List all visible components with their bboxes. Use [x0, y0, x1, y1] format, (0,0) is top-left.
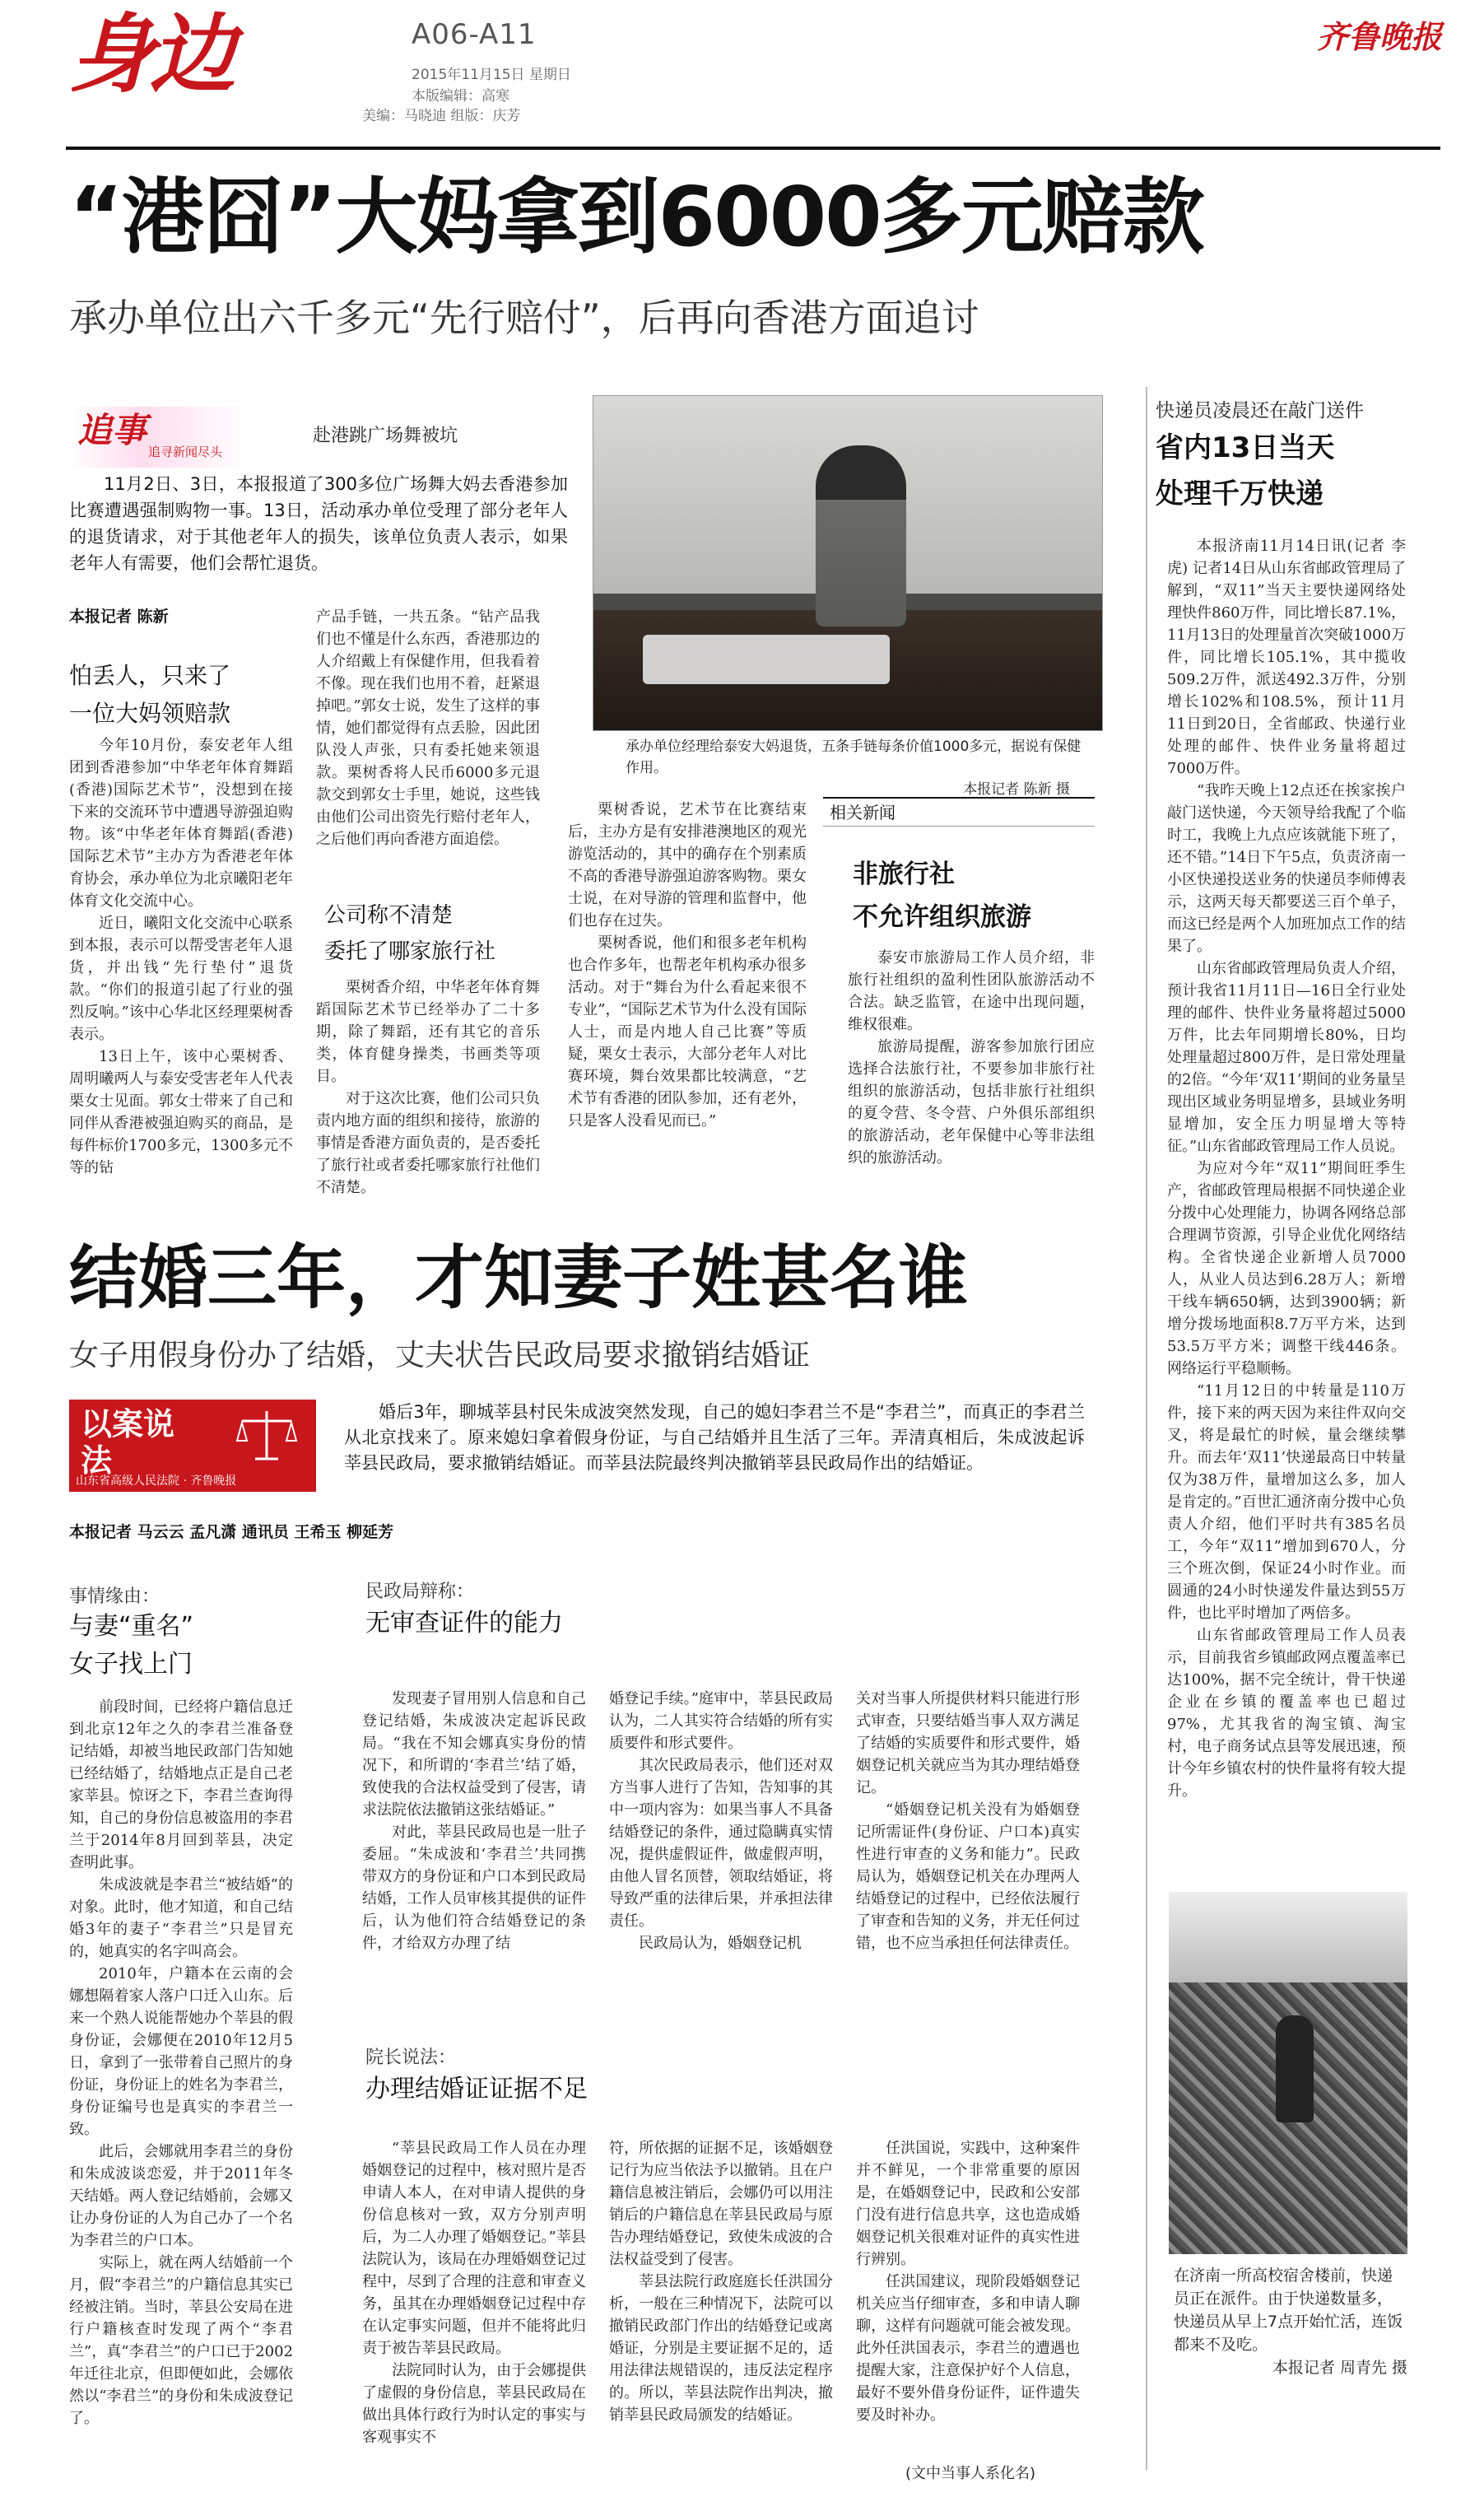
- paragraph: 栗树香说，他们和很多老年机构也合作多年，也帮老年机构承办很多活动。对于“舞台为什么看起来很不专业”，“国际艺术节为什么没有国际人士，而是内地人自己比赛”等质疑，栗女士表示，大部分老年人对比赛环境，舞台效果都比较满意，“艺术节有香港的团队参加，还有老外，只是客人没看见而已。”: [568, 934, 807, 1130]
- story1-col3: [568, 799, 807, 1132]
- paragraph: 莘县法院行政庭庭长任洪国分析，一般在三种情况下，法院可以撤销民政部门作出的结婚登记或离婚证，分别是主要证据不足的，适用法律法规错误的，违反法定程序的。所以，莘县法院作出判决，撤销莘县民政局颁发的结婚证。: [609, 2273, 833, 2424]
- sidebar-body: [1167, 535, 1406, 1802]
- story2-col2: [362, 1688, 586, 1954]
- paragraph: 产品手链，一共五条。“钻产品我们也不懂是什么东西，香港那边的人介绍戴上有保健作用，但我看着不像。现在我们也用不着，赶紧退掉吧。”郭女士说，发生了这样的事情，她们都觉得有点丢脸，因此团队没人声张，只有委托她来领退款。栗树香将人民币6000多元退款交到郭女士手里，她说，这些钱由他们公司出资先行赔付老年人，之后他们再向香港方面追偿。: [316, 608, 540, 848]
- story2-subhead: 女子用假身份办了结婚，丈夫状告民政局要求撤销结婚证: [69, 1339, 811, 1372]
- story1-sub2: [324, 897, 495, 970]
- paragraph: 发现妻子冒用别人信息和自己登记结婚，朱成波决定起诉民政局。“我在不知会娜真实身份的情况下，和所谓的‘李君兰’结了婚，致使我的合法权益受到了侵害，请求法院依法撤销这张结婚证。”: [362, 1690, 586, 1819]
- sub1-line1: 与妻“重名”: [69, 1612, 194, 1641]
- paragraph: 任洪国建议，现阶段婚姻登记机关应当仔细审查，多和申请人聊聊，这样有问题就可能会被发现。此外任洪国表示，李君兰的遭遇也提醒大家，注意保护好个人信息，最好不要外借身份证件，证件遗失要及时补办。: [856, 2273, 1080, 2424]
- caption-text: 承办单位经理给泰安大妈退货，五条手链每条价值1000多元，据说有保健作用。: [626, 738, 1082, 776]
- sub1-line2: 女子找上门: [69, 1650, 193, 1679]
- story2-col2c: [362, 2137, 586, 2448]
- paragraph: 朱成波就是李君兰“被结婚”的对象。此时，他才知道，和自己结婚3年的妻子“李君兰”只是冒充的，她真实的名字叫高会。: [69, 1876, 293, 1960]
- sub3-title: 办理结婚证证据不足: [365, 2075, 588, 2103]
- paragraph: 此后，会娜就用李君兰的身份和朱成波谈恋爱，并于2011年冬天结婚。两人登记结婚前，会娜又让办身份证的人为自己办了一个名为李君兰的户口本。: [69, 2143, 293, 2249]
- related-headline-line2: 不允许组织旅游: [853, 902, 1031, 932]
- paragraph: 今年10月份，泰安老年人组团到香港参加“中华老年体育舞蹈(香港)国际艺术节”，没想到在接下来的交流环节中遭遇导游强迫购物。该“中华老年体育舞蹈(香港)国际艺术节”主办方为香港老年体育协会，承办单位为北京曦阳老年体育文化交流中心。: [69, 737, 293, 910]
- story2-col3: [609, 1688, 833, 1954]
- sub3-kicker: 院长说法：: [365, 2047, 457, 2068]
- paragraph: 泰安市旅游局工作人员介绍，非旅行社组织的盈利性团队旅游活动不合法。缺乏监管，在途中出现问题，维权很难。: [848, 949, 1095, 1033]
- page-design: 美编：马晓迪 组版：庆芳: [362, 108, 521, 124]
- story2-headline: 结婚三年，才知妻子姓甚名谁: [69, 1237, 969, 1318]
- story2-col1: [69, 1696, 293, 2429]
- related-body: [848, 947, 1095, 1169]
- yian-shuofa-sub: 山东省高级人民法院 · 齐鲁晚报: [76, 1474, 237, 1488]
- sub2-kicker: 民政局辩称：: [365, 1582, 475, 1602]
- source-note: (文中当事人系化名): [905, 2465, 1036, 2482]
- story2-sub3: [365, 2043, 588, 2110]
- sidebar-headline: [1156, 425, 1334, 517]
- paragraph: 婚登记手续。”庭审中，莘县民政局认为，二人其实符合结婚的所有实质要件和形式要件。: [609, 1690, 833, 1752]
- photo-courier: [1276, 2015, 1314, 2122]
- paragraph: “11月12日的中转量是110万件，接下来的两天因为来往件双向交叉，将是最忙的时候，量会继续攀升。而去年‘双11’快递最高日中转量仅为38万件，量增加这么多，加人是肯定的。”百世汇通济南分拨中心负责人介绍，他们平时共有385名员工，今年“双11”增加到670人，分三个班次倒，保证24小时作业。而圆通的24小时快递发件量达到55万件，也比平时增加了两倍多。: [1167, 1382, 1406, 1622]
- related-headline-line1: 非旅行社: [853, 860, 955, 889]
- story1-byline: 本报记者 陈新: [69, 608, 169, 626]
- story2-lead: 婚后3年，聊城莘县村民朱成波突然发现，自己的媳妇李君兰不是“李君兰”，而真正的李君兰从北京找来了。原来媳妇拿着假身份证，与自己结婚并且生活了三年。弄清真相后，朱成波起诉莘县民政局，要求撤销结婚证。而莘县法院最终判决撤销莘县民政局作出的结婚证。: [344, 1402, 1085, 1473]
- sidebar-photo-caption: [1174, 2264, 1407, 2379]
- paragraph: 实际上，就在两人结婚前一个月，假“李君兰”的户籍信息其实已经被注销。当时，莘县公安局在进行户籍核查时发现了两个“李君兰”，真“李君兰”的户口已于2002年迁往北京，但即便如此，会娜依然以“李君兰”的身份和朱成波登记了。: [69, 2254, 293, 2427]
- story1-headline: “港囧”大妈拿到6000多元赔款: [69, 169, 1203, 265]
- paragraph: 对于这次比赛，他们公司只负责内地方面的组织和接待，旅游的事情是香港方面负责的，是否委托了旅行社或者委托哪家旅行社他们不清楚。: [316, 1090, 540, 1196]
- paragraph: 栗树香说，艺术节在比赛结束后，主办方是有安排港澳地区的观光游览活动的，其中的确存在个别素质不高的香港导游强迫游客购物。栗女士说，在对导游的管理和监督中，他们也存在过失。: [568, 801, 807, 929]
- paragraph: 山东省邮政管理局工作人员表示，目前我省乡镇邮政网点覆盖率已达100%，据不完全统计，骨干快递企业在乡镇的覆盖率也已超过97%，尤其我省的淘宝镇、淘宝村，电子商务试点县等发展迅速，预计今年乡镇农村的快件量将有较大提升。: [1167, 1627, 1406, 1800]
- sidebar-kicker: 快递员凌晨还在敲门送件: [1156, 400, 1364, 422]
- story1-lead: 11月2日、3日，本报报道了300多位广场舞大妈去香港参加比赛遭遇强制购物一事。13日，活动承办单位受理了部分老年人的退货请求，对于其他老年人的损失，该单位负责人表示，如果老年人有需要，他们会帮忙退货。: [69, 474, 568, 573]
- story1-col1: [69, 734, 293, 1179]
- paragraph: 本报济南11月14日讯(记者 李虎) 记者14日从山东省邮政管理局了解到，“双11”当天主要快递网络处理快件860万件，同比增长87.1%，11月13日的处理量首次突破1000万件，同比增长105.1%，其中揽收509.2万件，派送492.3万件，分别增长102%和108.5%，预计11月11日到20日，全省邮政、快递行业处理的邮件、快件业务量将超过7000万件。: [1167, 538, 1406, 777]
- page-editor: 本版编辑：高寒: [412, 88, 509, 105]
- story1-subhead: 承办单位出六千多元“先行赔付”，后再向香港方面追讨: [69, 296, 979, 340]
- sidebar-photo: [1169, 1892, 1407, 2254]
- caption-credit: 本报记者 周青先 摄: [1272, 2359, 1407, 2377]
- sidebar-divider: [1146, 387, 1147, 2470]
- section-title: 身边: [69, 4, 231, 105]
- story1-sub1-line1: 怕丢人，只来了: [69, 662, 231, 689]
- story1-col2: [316, 606, 540, 850]
- paragraph: 关对当事人所提供材料只能进行形式审查，只要结婚当事人双方满足了结婚的实质要件和形式要件，婚姻登记机关就应当为其办理结婚登记。: [856, 1690, 1080, 1796]
- paragraph: 旅游局提醒，游客参加旅行团应选择合法旅行社，不要参加非旅行社组织的旅游活动，包括非旅行社组织的夏令营、冬令营、户外俱乐部组织的旅游活动，老年保健中心等非法组织的旅游活动。: [848, 1038, 1095, 1167]
- story2-col3c: [609, 2137, 833, 2426]
- paragraph: 为应对今年“双11”期间旺季生产，省邮政管理局根据不同快递企业分拨中心处理能力，协调各网络总部合理调节资源，引导企业优化网络结构。全省快递企业新增人员7000人，从业人员达到6.28万人；新增干线车辆650辆，达到3900辆；新增分拨场地面积8.7万平方米，达到53.5万平方米；调整干线446条。网络运行平稳顺畅。: [1167, 1160, 1406, 1377]
- story1-photo-caption: [626, 736, 1095, 800]
- caption-credit: 本报记者 陈新 摄: [963, 781, 1070, 798]
- paragraph: 2010年，户籍本在云南的会娜想隔着家人落户口迁入山东。后来一个熟人说能帮她办个莘县的假身份证，会娜便在2010年12月5日，拿到了一张带着自己照片的身份证，身份证上的姓名为李君兰，身份证编号也是真实的李君兰一致。: [69, 1965, 293, 2138]
- related-headline: [853, 853, 1031, 939]
- paragraph: 前段时间，已经将户籍信息迁到北京12年之久的李君兰准备登记结婚，却被当地民政部门告知她已经结婚了，结婚地点正是自己老家莘县。惊讶之下，李君兰查询得知，自己的身份信息被盗用的李君兰于2014年8月回到莘县，决定查明此事。: [69, 1698, 293, 1871]
- zhuishi-logo-text: 追事: [77, 410, 147, 450]
- paragraph: “婚姻登记机关没有为婚姻登记所需证件(身份证、户口本)真实性进行审查的义务和能力”。民政局认为，婚姻登记机关在办理两人结婚登记的过程中，已经依法履行了审查和告知的义务，并无任何过错，也不应当承担任何法律责任。: [856, 1801, 1080, 1952]
- story2-col4: [856, 1688, 1080, 1954]
- paragraph: 民政局认为，婚姻登记机: [639, 1935, 802, 1952]
- paragraph: 法院同时认为，由于会娜提供了虚假的身份信息，莘县民政局在做出具体行政行为时认定的事实与客观事实不: [362, 2362, 586, 2446]
- paragraph: 符，所依据的证据不足，该婚姻登记行为应当依法予以撤销。且在户籍信息被注销后，会娜仍可以用注销后的户籍信息在莘县民政局与原告办理结婚登记，致使朱成波的合法权益受到了侵害。: [609, 2140, 833, 2268]
- issue-date: 2015年11月15日 星期日: [412, 67, 571, 83]
- zhuishi-logo: [69, 407, 250, 468]
- column-caption: 赴港跳广场舞被坑: [313, 426, 458, 446]
- paragraph: 任洪国说，实践中，这种案件并不鲜见，一个非常重要的原因是，在婚姻登记中，民政和公安部门没有进行信息共享，这也造成婚姻登记机关很难对证件的真实性进行辨别。: [856, 2140, 1080, 2268]
- caption-text: 在济南一所高校宿舍楼前，快递员正在派件。由于快递数量多，快递员从早上7点开始忙活，连饭都来不及吃。: [1174, 2266, 1403, 2354]
- scales-icon: [234, 1408, 300, 1465]
- paragraph: 栗树香介绍，中华老年体育舞蹈国际艺术节已经举办了二十多期，除了舞蹈，还有其它的音乐类，体育健身操类，书画类等项目。: [316, 979, 540, 1085]
- story1-sub1: [69, 657, 230, 733]
- story2-col4c: [856, 2137, 1080, 2426]
- photo-person: [816, 445, 906, 627]
- story1-photo: [593, 395, 1103, 731]
- sidebar-headline-line1: 省内13日当天: [1156, 431, 1335, 464]
- story1-col2b: [316, 976, 540, 1199]
- story2-sub1: [69, 1582, 193, 1684]
- paragraph: 对此，莘县民政局也是一肚子委屈。“朱成波和‘李君兰’共同携带双方的身份证和户口本到民政局结婚，工作人员审核其提供的证件后，认为他们符合结婚登记的条件，才给双方办理了结: [362, 1824, 586, 1952]
- zhuishi-logo-sub: 追寻新闻尽头: [148, 445, 223, 459]
- masthead-rule: [66, 147, 1440, 150]
- paragraph: 13日上午，该中心栗树香、周明曦两人与泰安受害老年人代表栗女士见面。郭女士带来了自己和同伴从香港被强迫购买的商品，是每件标价1700多元，1300多元不等的钻: [69, 1048, 293, 1176]
- story1-sub2-line1: 公司称不清楚: [324, 903, 454, 928]
- yian-shuofa-text: 以案说法: [81, 1406, 175, 1479]
- story1-sub1-line2: 一位大妈领赔款: [69, 700, 231, 727]
- yian-shuofa-logo: [69, 1400, 316, 1492]
- newspaper-logo: 齐鲁晚报: [1317, 18, 1443, 55]
- photo-boxes: [643, 635, 890, 684]
- story1-sub2-line2: 委托了哪家旅行社: [324, 939, 496, 964]
- photo-building: [1169, 1892, 1407, 1982]
- related-news-label: [823, 797, 1095, 827]
- story2-sub2: [365, 1577, 563, 1644]
- sub2-title: 无审查证件的能力: [365, 1609, 563, 1638]
- related-news-label-text: 相关新闻: [830, 803, 896, 822]
- paragraph: 山东省邮政管理局负责人介绍，预计我省11月11日—16日全行业处理的邮件、快件业务量将超过5000万件，比去年同期增长80%，日均处理量超过800万件，是日常处理量的2倍。“今年‘双11’期间的业务量呈现出区域业务明显增多，县域业务明显增加，安全压力明显增大等特征。”山东省邮政管理局工作人员说。: [1167, 960, 1406, 1155]
- paragraph: “莘县民政局工作人员在办理婚姻登记的过程中，核对照片是否申请人本人，在对申请人提供的身份信息核对一致，双方分别声明后，为二人办理了婚姻登记。”莘县法院认为，该局在办理婚姻登记过程中，尽到了合理的注意和审查义务，虽其在办理婚姻登记过程中存在认定事实问题，但并不能将此归责于被告莘县民政局。: [362, 2140, 586, 2357]
- page-range: A06-A11: [412, 18, 537, 51]
- sub1-kicker: 事情缘由：: [69, 1586, 160, 1607]
- story2-byline: 本报记者 马云云 孟凡潇 通讯员 王希玉 柳延芳: [69, 1523, 394, 1541]
- paragraph: 近日，曦阳文化交流中心联系到本报，表示可以帮受害老年人退货，并出钱“先行垫付”退货款。“你们的报道引起了行业的强烈反响。”该中心华北区经理栗树香表示。: [69, 915, 293, 1043]
- paragraph: 其次民政局表示，他们还对双方当事人进行了告知，告知事的其中一项内容为：如果当事人不具备结婚登记的条件，通过隐瞒真实情况，提供虚假证件，做虚假声明，由他人冒名顶替，领取结婚证，将导致严重的法律后果，并承担法律责任。: [609, 1757, 833, 1930]
- paragraph: “我昨天晚上12点还在挨家挨户敲门送快递，今天领导给我配了个临时工，我晚上九点应该就能下班了，还不错。”14日下午5点，负责济南一小区快递投送业务的快递员李师傅表示，这两天每天都要送三百个单子，而这已经是两个人加班加点工作的结果了。: [1167, 782, 1406, 955]
- sidebar-headline-line2: 处理千万快递: [1156, 478, 1324, 510]
